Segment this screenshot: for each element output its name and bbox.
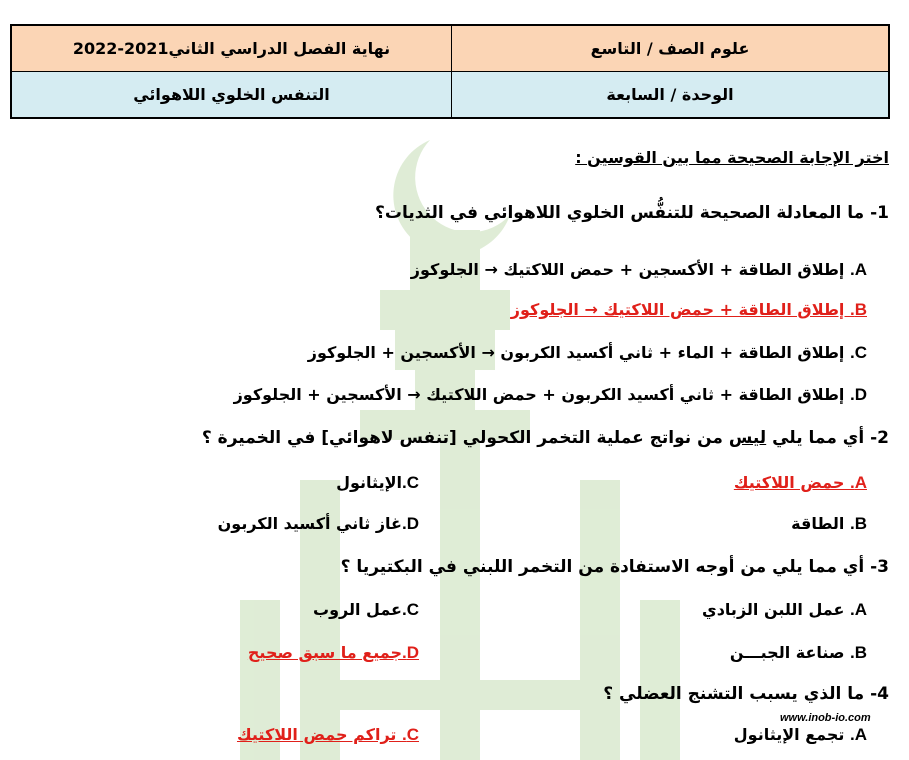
- option-text: صناعة الجبـــن: [729, 643, 850, 662]
- q1-option-b-correct: [511, 300, 867, 320]
- subject-text: علوم الصف / التاسع: [590, 39, 750, 58]
- option-text: الإيثانول: [336, 473, 402, 492]
- q2-option-b: [791, 514, 867, 534]
- q2-option-d: [218, 514, 419, 534]
- option-text: تراكم حمض اللاكتيك: [236, 725, 402, 744]
- option-letter: C.: [401, 725, 419, 744]
- question-4: 4- ما الذي يسبب التشنج العضلي ؟: [603, 684, 889, 704]
- option-letter: C.: [849, 343, 867, 362]
- question-3: 3- أي مما يلي من أوجه الاستفادة من التخمر اللبني في البكتيريا ؟: [340, 557, 889, 577]
- q2-text-a: 2- أي مما يلي: [766, 428, 889, 448]
- unit-cell: [452, 72, 888, 117]
- option-letter: C.: [401, 473, 419, 492]
- option-letter: B.: [849, 300, 867, 319]
- q4-option-a: [734, 725, 867, 745]
- topic-cell: [12, 72, 452, 117]
- option-text: إطلاق الطاقة + الأكسجين + حمض اللاكتيك → الجلوكوز: [410, 260, 850, 279]
- term-text: نهاية الفصل الدراسي الثاني2021-2022: [72, 39, 391, 58]
- q3-option-c: [313, 600, 419, 620]
- q1-option-d: [234, 385, 867, 405]
- question-1: 1- ما المعادلة الصحيحة للتنفُّس الخلوي اللاهوائي في الثديات؟: [375, 203, 889, 223]
- option-text: الطاقة: [791, 514, 850, 533]
- option-letter: A.: [849, 260, 867, 279]
- instruction: اختر الإجابة الصحيحة مما بين القوسين :: [575, 148, 889, 167]
- option-text: إطلاق الطاقة + حمض اللاكتيك → الجلوكوز: [510, 300, 850, 319]
- option-letter: D.: [401, 643, 419, 662]
- topic-text: التنفس الخلوي اللاهوائي: [133, 85, 330, 104]
- q4-option-c-correct: [237, 725, 419, 745]
- option-text: تجمع الإيثانول: [733, 725, 850, 744]
- unit-text: الوحدة / السابعة: [606, 85, 734, 104]
- site-url: www.inob-io.com: [780, 712, 871, 724]
- option-text: إطلاق الطاقة + ثاني أكسيد الكربون + حمض اللاكتيك → الأكسجين + الجلوكوز: [233, 385, 850, 404]
- q2-option-c: [336, 473, 419, 493]
- q1-option-c: [308, 343, 867, 363]
- subject-cell: [452, 26, 888, 72]
- q1-option-a: [411, 260, 867, 280]
- option-text: غاز ثاني أكسيد الكربون: [217, 514, 402, 533]
- question-2: [202, 428, 889, 448]
- q3-option-b: [730, 643, 867, 663]
- option-text: حمض اللاكتيك: [733, 473, 850, 492]
- term-cell: [12, 26, 452, 72]
- header-table: [10, 24, 890, 119]
- option-text: إطلاق الطاقة + الماء + ثاني أكسيد الكربون → الأكسجين + الجلوكوز: [307, 343, 850, 362]
- q3-option-a: [702, 600, 867, 620]
- option-letter: B.: [849, 643, 867, 662]
- option-letter: A.: [849, 600, 867, 619]
- option-text: عمل اللبن الزبادي: [702, 600, 850, 619]
- option-text: جميع ما سبق صحيح: [247, 643, 402, 662]
- q3-option-d-correct: [248, 643, 419, 663]
- option-text: عمل الروب: [313, 600, 402, 619]
- option-letter: A.: [849, 473, 867, 492]
- q2-negation: ليس: [728, 428, 767, 448]
- option-letter: A.: [849, 725, 867, 744]
- option-letter: D.: [401, 514, 419, 533]
- q2-text-b: من نواتج عملية التخمر الكحولي [تنفس لاهوائي] في الخميرة ؟: [201, 428, 729, 448]
- q2-option-a-correct: [734, 473, 867, 493]
- option-letter: D.: [849, 385, 867, 404]
- option-letter: C.: [401, 600, 419, 619]
- option-letter: B.: [849, 514, 867, 533]
